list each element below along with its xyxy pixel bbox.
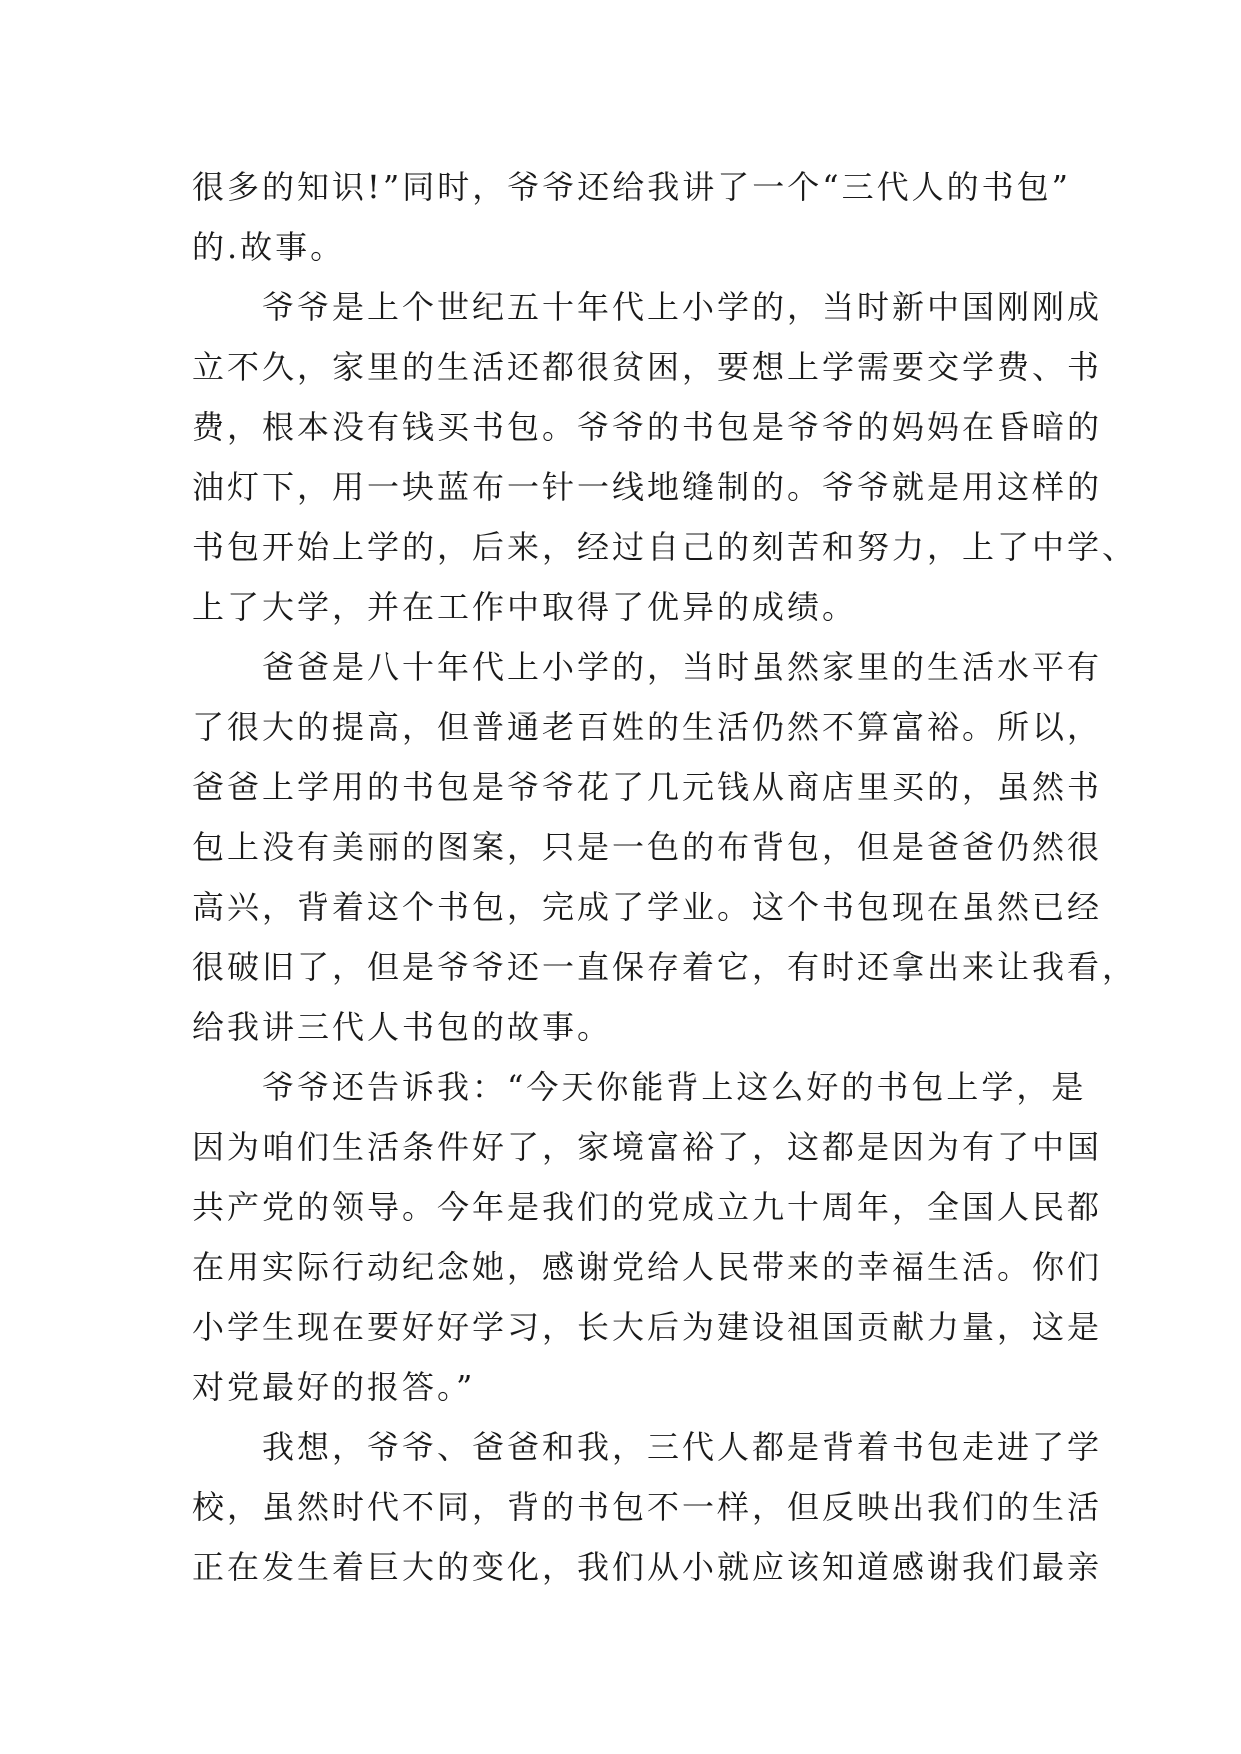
text-line: 对党最好的报答。” [192,1368,476,1406]
text-line: 立不久，家里的生活还都很贫困，要想上学需要交学费、书 [192,348,1103,386]
text-line: 很破旧了，但是爷爷还一直保存着它，有时还拿出来让我看， [192,948,1138,986]
text-line: 高兴，背着这个书包，完成了学业。这个书包现在虽然已经 [192,888,1103,926]
text-line: 校，虽然时代不同，背的书包不一样，但反映出我们的生活 [192,1488,1103,1526]
text-line: 的.故事。 [192,228,346,266]
paragraph-first-line: 爷爷还告诉我：“今天你能背上这么好的书包上学，是 [262,1068,1087,1106]
text-line: 共产党的领导。今年是我们的党成立九十周年，全国人民都 [192,1188,1103,1226]
text-line: 油灯下，用一块蓝布一针一线地缝制的。爷爷就是用这样的 [192,468,1103,506]
text-line: 因为咱们生活条件好了，家境富裕了，这都是因为有了中国 [192,1128,1103,1166]
paragraph-first-line: 我想，爷爷、爸爸和我，三代人都是背着书包走进了学 [262,1428,1103,1466]
text-line: 了很大的提高，但普通老百姓的生活仍然不算富裕。所以， [192,708,1103,746]
paragraph-first-line: 爸爸是八十年代上小学的，当时虽然家里的生活水平有 [262,648,1103,686]
text-line: 给我讲三代人书包的故事。 [192,1008,613,1046]
paragraph-first-line: 爷爷是上个世纪五十年代上小学的，当时新中国刚刚成 [262,288,1103,326]
text-line: 正在发生着巨大的变化，我们从小就应该知道感谢我们最亲 [192,1548,1103,1586]
text-line: 上了大学，并在工作中取得了优异的成绩。 [192,588,858,626]
text-line: 书包开始上学的，后来，经过自己的刻苦和努力，上了中学、 [192,528,1138,566]
text-line: 包上没有美丽的图案，只是一色的布背包，但是爸爸仍然很 [192,828,1103,866]
text-line: 费，根本没有钱买书包。爷爷的书包是爷爷的妈妈在昏暗的 [192,408,1103,446]
text-line: 很多的知识!”同时，爷爷还给我讲了一个“三代人的书包” [192,168,1071,206]
text-line: 在用实际行动纪念她，感谢党给人民带来的幸福生活。你们 [192,1248,1103,1286]
document-body [192,157,1138,1597]
text-line: 小学生现在要好好学习，长大后为建设祖国贡献力量，这是 [192,1308,1103,1346]
text-line: 爸爸上学用的书包是爷爷花了几元钱从商店里买的，虽然书 [192,768,1103,806]
